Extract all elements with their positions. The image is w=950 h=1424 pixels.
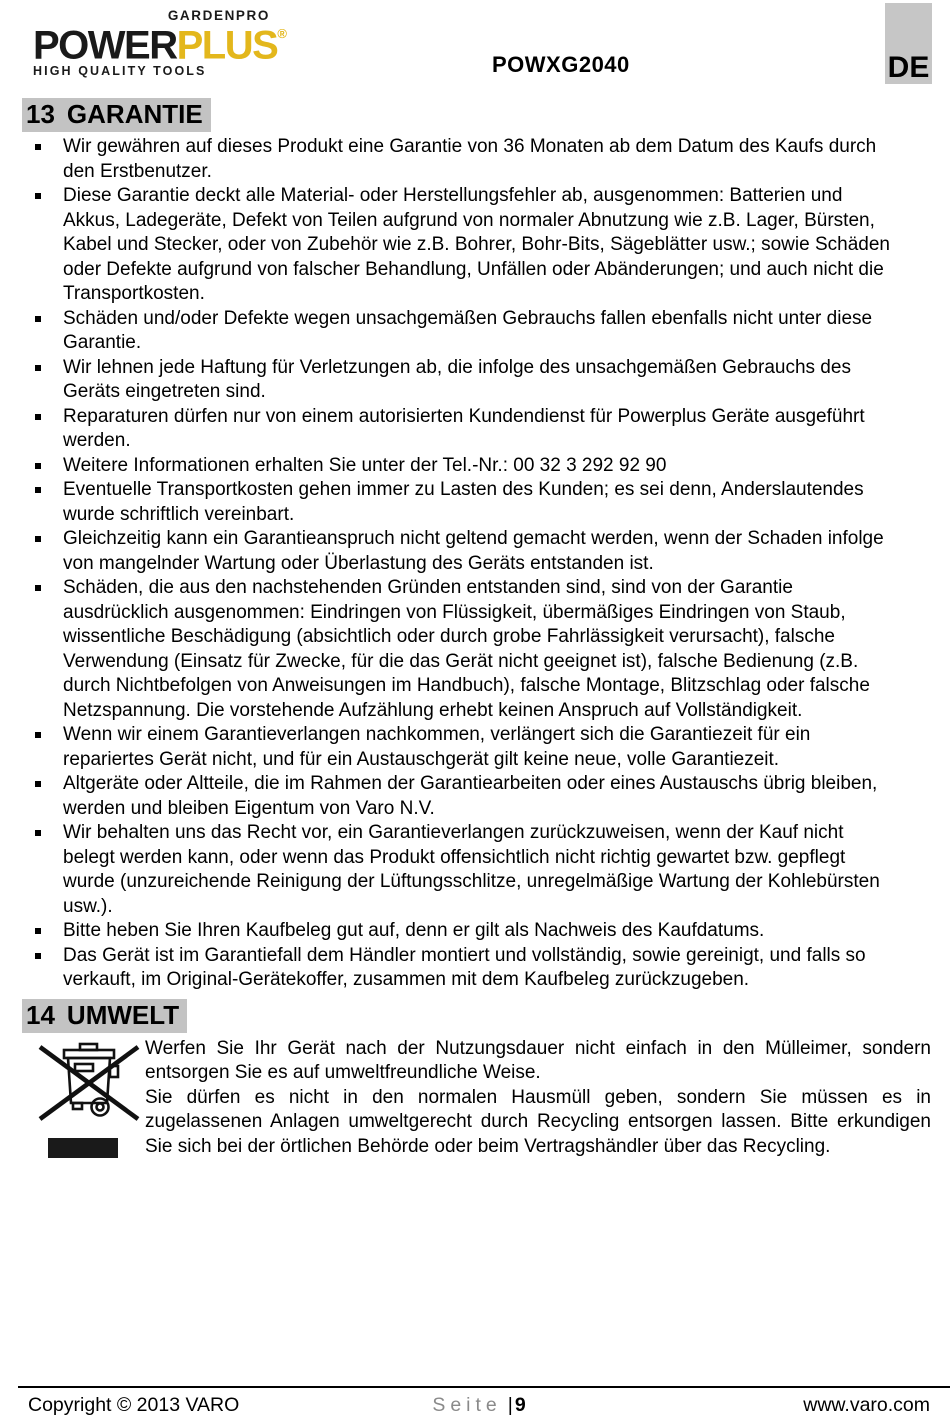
environment-section [0,999,950,1202]
footer-page-word: Seite [432,1394,502,1416]
footer-page-number: 9 [514,1394,526,1416]
list-item: Eventuelle Transportkosten gehen immer zu Lasten des Kunden; es sei denn, Anderslautendes wurde schriftlich vereinbart. [30,478,900,527]
footer-copyright: Copyright © 2013 VARO [28,1394,240,1416]
logo-wordmark [33,23,287,68]
weee-crossed-out-wheelie-bin-icon [33,1039,145,1158]
environment-paragraph: Sie dürfen es nicht in den normalen Hausmüll geben, sondern Sie müssen es in zugelassenen Anlagen umweltgerecht durch Recycling entsorgen lassen. Bitte erkundigen Sie sich bei der örtlichen Behörde oder beim Vertragshändler über das Recycling. [145,1086,931,1157]
powerplus-logo [33,8,287,79]
product-code: POWXG2040 [492,52,630,77]
page-footer [0,1386,950,1417]
list-item: Bitte heben Sie Ihren Kaufbeleg gut auf, denn er gilt als Nachweis des Kaufdatums. [30,919,900,944]
list-item: Reparaturen dürfen nur von einem autorisierten Kundendienst für Powerplus Geräte ausgeführt werden. [30,405,900,454]
logo-gardenpro-text: GARDENPRO [167,8,270,23]
footer-website: www.varo.com [803,1394,931,1416]
footer-row [0,1388,950,1417]
list-item: Weitere Informationen erhalten Sie unter der Tel.-Nr.: 00 32 3 292 92 90 [30,454,900,479]
list-item: Wir behalten uns das Recht vor, ein Garantieverlangen zurückzuweisen, wenn der Kauf nicht belegt werden kann, oder wenn das Produkt offensichtlich nicht richtig gewartet bzw. gepflegt wurde (unzureichende Reinigung der Lüftungsschlitze, unregelmäßige Wartung der Kohlebürsten usw.). [30,821,900,919]
footer-page-indicator [432,1394,525,1417]
environment-paragraph: Werfen Sie Ihr Gerät nach der Nutzungsdauer nicht einfach in den Mülleimer, sondern entsorgen Sie es auf umweltfreundliche Weise. [145,1037,931,1084]
language-badge: DE [885,3,932,84]
warranty-bullet-list [30,135,900,993]
list-item: Wenn wir einem Garantieverlangen nachkommen, verlängert sich die Garantiezeit für ein repariertes Gerät nicht, und für ein Austauschgerät gilt keine neue, volle Garantiezeit. [30,723,900,772]
environment-section-heading [22,999,187,1033]
logo-plus-text: PLUS [176,23,278,68]
environment-body [0,1037,950,1202]
list-item: Wir lehnen jede Haftung für Verletzungen ab, die infolge des unsachgemäßen Gebrauchs des Geräts eingetreten sind. [30,356,900,405]
environment-text [145,1037,931,1160]
warranty-section-heading [22,98,211,132]
list-item: Schäden, die aus den nachstehenden Gründen entstanden sind, sind von der Garantie ausdrücklich ausgenommen: Eindringen von Flüssigkeit, übermäßiges Eindringen von Staub, wissentliche Beschädigung (absichtlich oder durch grobe Fahrlässigkeit verursacht), falsche Verwendung (Einsatz für Zwecke, für die das Gerät nicht geeignet ist), falsche Bedienung (z.B. durch Nichtbefolgen von Anweisungen im Handbuch), falsche Montage, Blitzschlag oder falsche Netzspannung. Die vorstehende Aufzählung erhebt keinen Anspruch auf Vollständigkeit. [30,576,900,723]
list-item: Wir gewähren auf dieses Produkt eine Garantie von 36 Monaten ab dem Datum des Kaufs durch den Erstbenutzer. [30,135,900,184]
registered-trademark-icon: ® [277,26,287,41]
list-item: Altgeräte oder Altteile, die im Rahmen der Garantiearbeiten oder eines Austauschs übrig bleiben, werden und bleiben Eigentum von Varo N.V. [30,772,900,821]
weee-black-bar-icon [48,1138,118,1158]
section-title: UMWELT [66,999,180,1030]
page-header [0,0,950,98]
section-title: GARANTIE [66,99,203,129]
list-item: Gleichzeitig kann ein Garantieanspruch nicht geltend gemacht werden, wenn der Schaden infolge von mangelnder Wartung oder Überlastung des Geräts entstanden ist. [30,527,900,576]
list-item: Diese Garantie deckt alle Material- oder Herstellungsfehler ab, ausgenommen: Batterien und Akkus, Ladegeräte, Defekt von Teilen aufgrund von normaler Abnutzung wie z.B. Lager, Bürsten, Kabel und Stecker, oder von Zubehör wie z.B. Bohrer, Bohr-Bits, Sägeblätter usw.; sowie Schäden oder Defekte aufgrund von falscher Behandlung, Unfällen oder Abänderungen; und auch nicht die Transportkosten. [30,184,900,307]
section-number: 14 [26,999,55,1030]
footer-separator: | [507,1394,513,1416]
logo-tagline: HIGH QUALITY TOOLS [33,64,207,79]
list-item: Das Gerät ist im Garantiefall dem Händler montiert und vollständig, sowie gereinigt, und falls so verkauft, im Original-Gerätekoffer, zusammen mit dem Kaufbeleg zurückzugeben. [30,944,900,993]
section-number: 13 [26,99,55,129]
logo-power-text: POWER [33,23,177,68]
list-item: Schäden und/oder Defekte wegen unsachgemäßen Gebrauchs fallen ebenfalls nicht unter diese Garantie. [30,307,900,356]
warranty-section [0,98,950,993]
